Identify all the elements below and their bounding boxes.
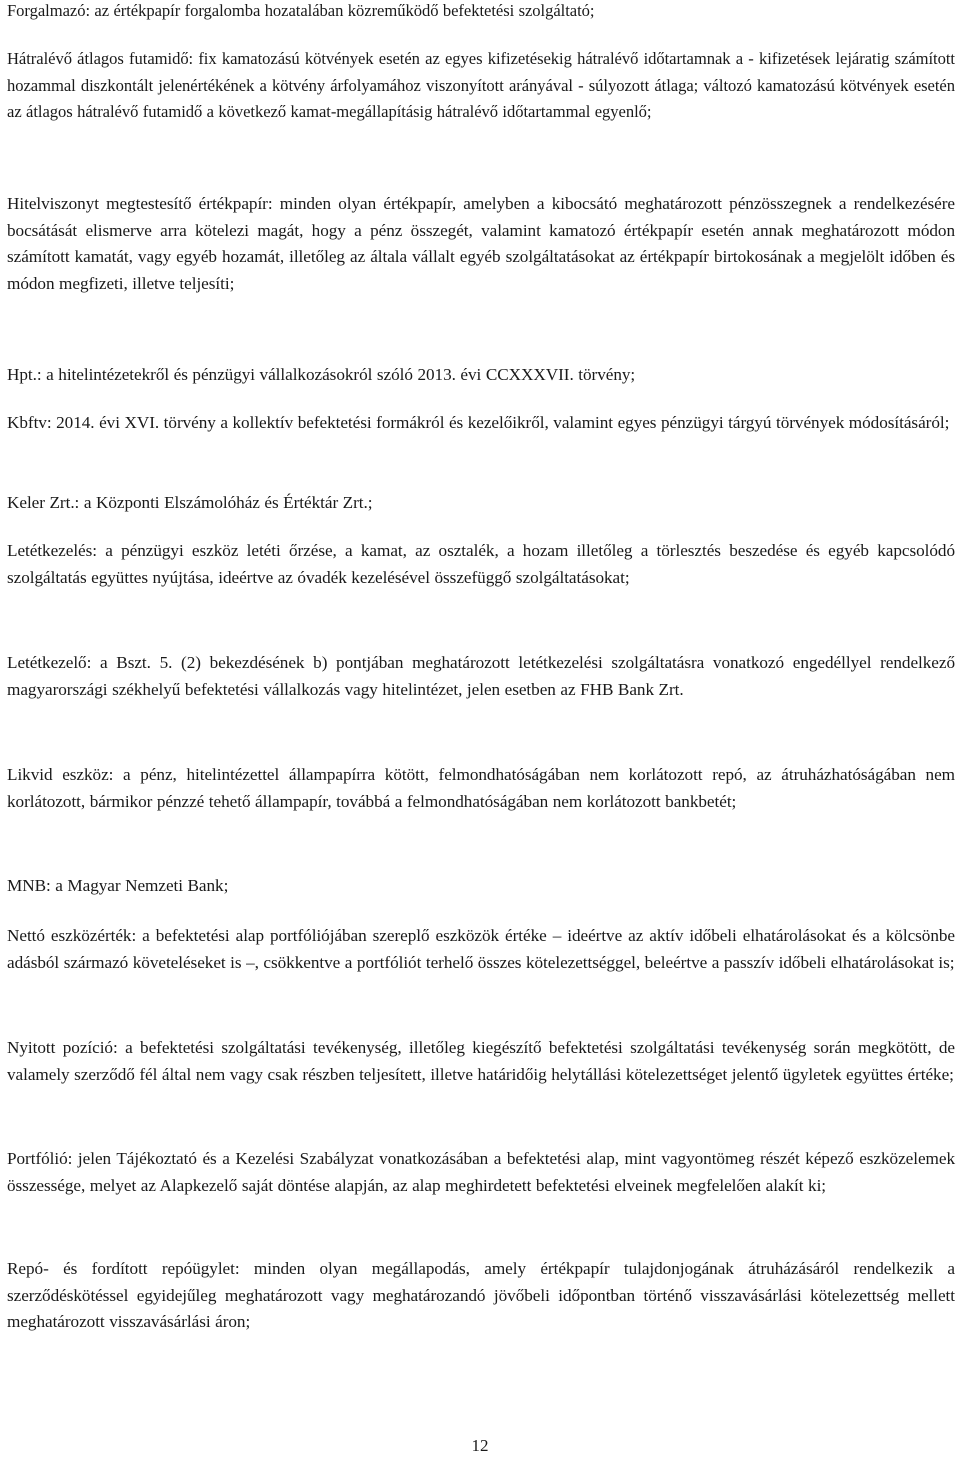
definition-keler: Keler Zrt.: a Központi Elszámolóház és Értéktár Zrt.; [7,493,373,512]
definition-netto-eszkozertek: Nettó eszközérték: a befektetési alap portfóliójában szereplő eszközök értéke – ideértve az aktív időbeli elhatárolásokat és a kölcsönbe adásból származó követeléseket is –, csökkentve a portfóliót terhelő összes kötelezettséggel, beleértve a passzív időbeli elhatárolásokat is; [7,926,955,972]
definition-hpt: Hpt.: a hitelintézetekről és pénzügyi vállalkozásokról szóló 2013. évi CCXXXVII. törvény; [7,365,636,384]
definition-likvid-eszkoz: Likvid eszköz: a pénz, hitelintézettel állampapírra kötött, felmondhatóságában nem korlátozott repó, az átruházhatóságában nem korlátozott, bármikor pénzzé tehető állampapír, továbbá a felmondhatóságában nem korlátozott bankbetét; [7,765,955,811]
definition-hitelviszonyt-megtestesito-ertekpapir: Hitelviszonyt megtestesítő értékpapír: minden olyan értékpapír, amelyben a kibocsátó meghatározott pénzösszegnek a rendelkezésére bocsátását elismerve arra kötelezi magát, hogy a pénz összegét, valamint kamatozó értékpapír esetén annak meghatározott módon számított kamatát, vagy egyéb hozamát, illetőleg az általa vállalt egyéb szolgáltatásokat az értékpapír birtokosának a megjelölt időben és módon megfizeti, illetve teljesíti; [7,194,955,293]
definition-portfolio: Portfólió: jelen Tájékoztató és a Kezelési Szabályzat vonatkozásában a befektetési alap, mint vagyontömeg részét képező eszközelemek összessége, melyet az Alapkezelő saját döntése alapján, az alap meghirdetett befektetési elveinek megfelelően alakít ki; [7,1149,955,1195]
definition-mnb: MNB: a Magyar Nemzeti Bank; [7,876,229,895]
definition-hatralevo-atlagos-futamido: Hátralévő átlagos futamidő: fix kamatozású kötvények esetén az egyes kifizetésekig hátralévő időtartamnak a - kifizetések lejáratig számított hozammal diszkontált jelenértékének a kötvény árfolyamához viszonyított arányával - súlyozott átlaga; változó kamatozású kötvények esetén az átlagos hátralévő futamidő a következő kamat-megállapításig hátralévő időtartammal egyenlő; [7,49,955,122]
definition-letetkezeles: Letétkezelés: a pénzügyi eszköz letéti őrzése, a kamat, az osztalék, a hozam illetőleg a törlesztés beszedése és egyéb kapcsolódó szolgáltatás együttes nyújtása, ideértve az óvadék kezelésével összefüggő szolgáltatásokat; [7,541,955,587]
definition-letetkezelo: Letétkezelő: a Bszt. 5. (2) bekezdésének b) pontjában meghatározott letétkezelési szolgáltatásra vonatkozó engedéllyel rendelkező magyarországi székhelyű befektetési vállalkozás vagy hitelintézet, jelen esetben az FHB Bank Zrt. [7,653,955,699]
page-number: 12 [471,1436,489,1455]
definition-forgalmazo: Forgalmazó: az értékpapír forgalomba hozatalában közreműködő befektetési szolgáltató; [7,1,595,20]
definition-nyitott-pozicio: Nyitott pozíció: a befektetési szolgáltatási tevékenység, illetőleg kiegészítő befektetési szolgáltatási tevékenység során megkötött, de valamely szerződő fél által nem vagy csak részben teljesített, illetve határidőig helytállási kötelezettséget jelentő ügyletek együttes értéke; [7,1038,955,1084]
definition-kbftv: Kbftv: 2014. évi XVI. törvény a kollektív befektetési formákról és kezelőikről, valamint egyes pénzügyi tárgyú törvények módosításáról; [7,413,950,432]
definition-repo: Repó- és fordított repóügylet: minden olyan megállapodás, amely értékpapír tulajdonjogának átruházásáról rendelkezik a szerződéskötéssel egyidejűleg meghatározott vagy meghatározandó jövőbeli időpontban történő visszavásárlási kötelezettség mellett meghatározott visszavásárlási áron; [7,1259,955,1332]
